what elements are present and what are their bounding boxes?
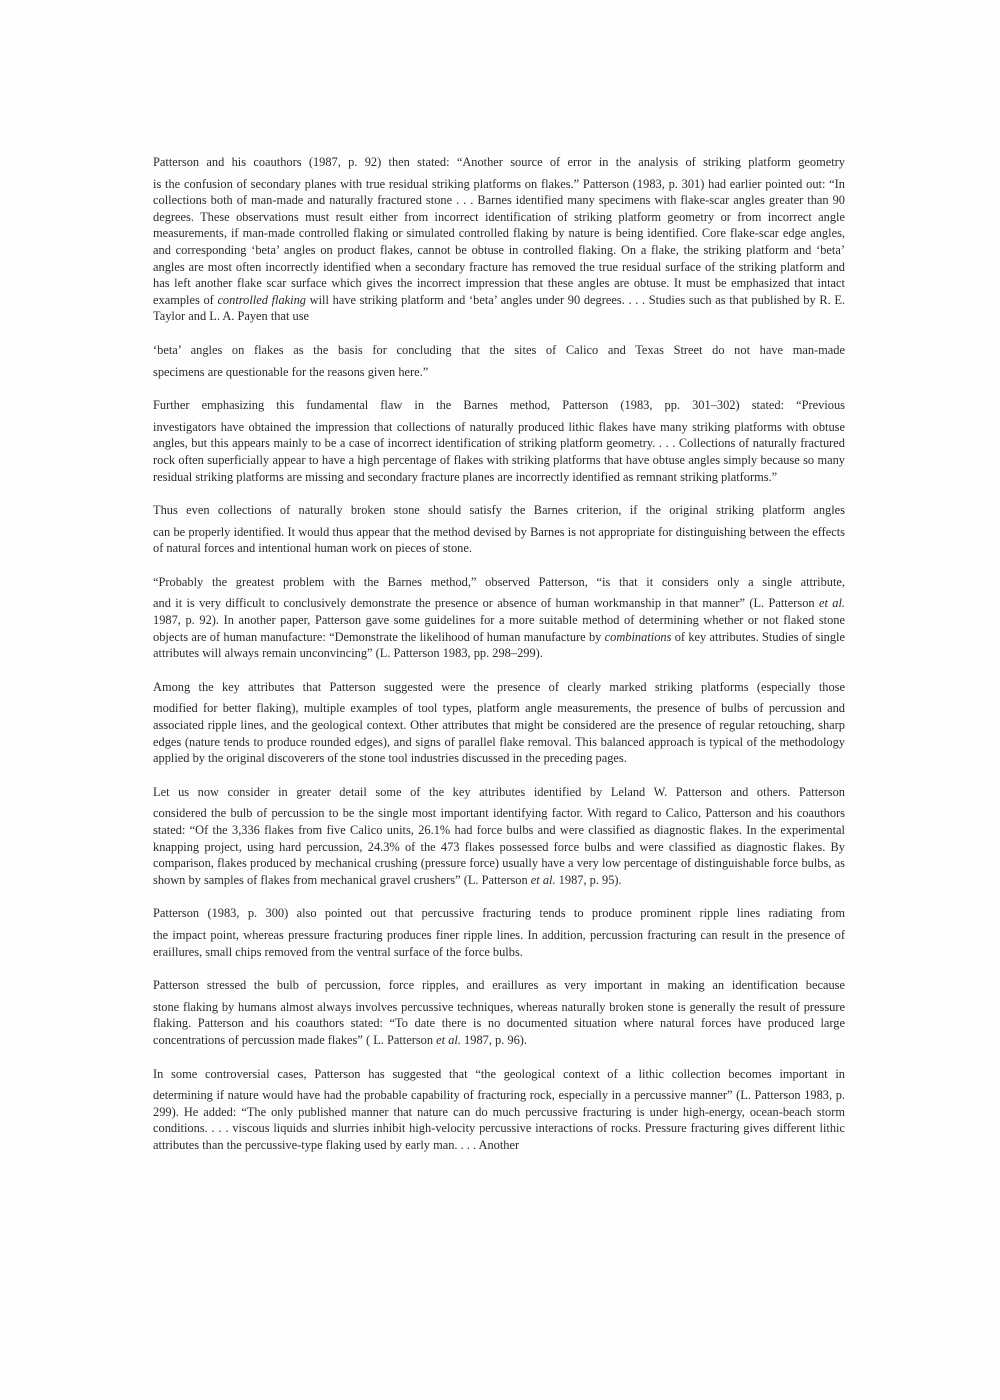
paragraph-first-line: Patterson stressed the bulb of percussion, force ripples, and eraillures as very important in making an identification because — [153, 978, 845, 993]
text-run: can be properly identified. It would thus appear that the method devised by Barnes is not appropriate for distinguishing between the effects of natural forces and intentional human work on pieces of stone. — [153, 524, 845, 556]
text-run: will have striking platform and ‘beta’ angles under 90 degrees. . . . Studies such as that published by R. E. Taylor and L. A. Payen that use — [153, 292, 846, 324]
paragraph — [153, 784, 845, 889]
text-run: 1987, p. 95). — [555, 872, 622, 887]
italic-text: et al. — [530, 872, 556, 887]
text-run: 1987, p. 92). In another paper, Patterson gave some guidelines for a more suitable method of determining whether or not flaked stone objects are of human manufacture: “Demonstrate the likelihood of human manufacture by — [153, 613, 845, 644]
paragraph-first-line: “Probably the greatest problem with the Barnes method,” observed Patterson, “is that it considers only a single attribute, — [153, 574, 845, 589]
paragraph-first-line: Let us now consider in greater detail some of the key attributes identified by Leland W. Patterson and others. Patterson — [153, 784, 845, 799]
text-run: considered the bulb of percussion to be the single most important identifying factor. With regard to Calico, Patterson and his coauthors stated: “Of the 3,336 flakes from five Calico units, 26.1% had force bulbs and were classified as diagnostic flakes. In the experimental knapping project, using hard percussion, 24.3% of the 473 flakes possessed force bulbs and were classified as diagnostic flakes. By comparison, flakes produced by mechanical crushing (pressure force) usually have a very low percentage of distinguishable force bulbs, as shown by samples of flakes from mechanical gravel crushers” (L. Patterson — [153, 806, 845, 887]
paragraph-first-line: Further emphasizing this fundamental flaw in the Barnes method, Patterson (1983, pp. 301–302) stated: “Previous — [153, 398, 845, 413]
italic-text: combinations — [604, 629, 672, 644]
paragraph-first-line: Patterson and his coauthors (1987, p. 92) then stated: “Another source of error in the analysis of striking platform geometry — [153, 155, 845, 169]
text-run: and it is very difficult to conclusively demonstrate the presence or absence of human workmanship in that manner” (L. Patterson — [153, 596, 819, 611]
text-run: the impact point, whereas pressure fracturing produces finer ripple lines. In addition, percussion fracturing can result in the presence of eraillures, small chips removed from the ventral surface of the force bulbs. — [153, 927, 845, 959]
paragraph — [153, 154, 845, 325]
paragraph — [153, 905, 845, 960]
text-run: specimens are questionable for the reasons given here.” — [153, 364, 429, 379]
text-run: is the confusion of secondary planes with true residual striking platforms on flakes.” Patterson (1983, p. 301) had earlier pointed out: “In collections both of man-made and naturally fractured stone . . . Barnes identified many specimens with flake-scar angles greater than 90 degrees. These observations must result either from incorrect identification of striking platform geometry or from incorrect angle measurements, if man-made controlled flaking or simulated controlled flaking by nature is being identified. Core flake-scar edge angles, and corresponding ‘beta’ angles on product flakes, cannot be obtuse in controlled flaking. On a flake, the striking platform and ‘beta’ angles are most often incorrectly identified when a secondary fracture has removed the true residual surface of the striking platform and has left another flake scar surface which gives the incorrect impression that these angles are obtuse. It must be emphasized that intact examples of — [153, 176, 845, 307]
paragraph-body — [153, 700, 845, 766]
paragraph-body — [153, 927, 845, 960]
paragraph-body — [153, 176, 845, 325]
paragraph-first-line: In some controversial cases, Patterson has suggested that “the geological context of a lithic collection becomes important in — [153, 1066, 845, 1081]
paragraph-body — [153, 805, 845, 888]
paragraph-body — [153, 999, 845, 1049]
paragraph-body — [153, 1087, 845, 1153]
text-run: modified for better flaking), multiple examples of tool types, platform angle measurements, the presence of bulbs of percussion and associated ripple lines, and the geological context. Other attributes that might be considered are the presence of regular retouching, sharp edges (nature tends to produce rounded edges), and signs of parallel flake removal. This balanced approach is typical of the methodology applied by the original discoverers of the stone tool industries discussed in the preceding pages. — [153, 701, 845, 766]
paragraph — [153, 502, 845, 557]
italic-text: et al. — [818, 596, 845, 611]
document-page — [153, 154, 845, 1171]
text-run: investigators have obtained the impression that collections of naturally produced lithic flakes have many striking platforms with obtuse angles, but this appears mainly to be a case of incorrect identification of striking platform geometry. . . . Collections of naturally fractured rock often superficially appear to have a high percentage of flakes with striking platforms that have obtuse angles simply because so many residual striking platforms are missing and secondary fracture planes are incorrectly identified as remnant striking platforms.” — [153, 419, 845, 484]
paragraph-first-line: Thus even collections of naturally broken stone should satisfy the Barnes criterion, if the original striking platform angles — [153, 503, 845, 518]
paragraph — [153, 342, 845, 380]
text-run: determining if nature would have had the probable capability of fracturing rock, especially in a percussive manner” (L. Patterson 1983, p. 299). He added: “The only published manner that nature can do much percussive fracturing is under high-energy, ocean-beach storm conditions. . . . viscous liquids and slurries inhibit high-velocity percussive interactions of rocks. Pressure fracturing gives different lithic attributes than the percussive-type flaking used by early man. . . . Another — [153, 1088, 845, 1152]
paragraph — [153, 977, 845, 1048]
paragraph-body — [153, 524, 845, 557]
paragraph-body — [153, 364, 845, 381]
paragraph-first-line: ‘beta’ angles on flakes as the basis for concluding that the sites of Calico and Texas Street do not have man-made — [153, 342, 845, 357]
text-run: of key attributes. Studies of single attributes will always remain unconvincing” (L. Patterson 1983, pp. 298–299). — [153, 629, 845, 661]
paragraph — [153, 679, 845, 767]
paragraph-first-line: Patterson (1983, p. 300) also pointed out that percussive fracturing tends to produce prominent ripple lines radiating from — [153, 906, 845, 921]
text-run: 1987, p. 96). — [460, 1032, 528, 1047]
italic-text: controlled flaking — [217, 292, 306, 307]
paragraph — [153, 574, 845, 662]
italic-text: et al. — [436, 1032, 461, 1047]
paragraph-body — [153, 595, 845, 661]
paragraph-first-line: Among the key attributes that Patterson suggested were the presence of clearly marked striking platforms (especially those — [153, 679, 845, 694]
paragraph — [153, 397, 845, 485]
text-run: stone flaking by humans almost always involves percussive techniques, whereas naturally broken stone is generally the result of pressure flaking. Patterson and his coauthors stated: “To date there is no documented situation where natural forces have produced large concentrations of percussion made flakes” ( L. Patterson — [153, 999, 845, 1047]
paragraph-body — [153, 419, 845, 485]
paragraph — [153, 1066, 845, 1154]
